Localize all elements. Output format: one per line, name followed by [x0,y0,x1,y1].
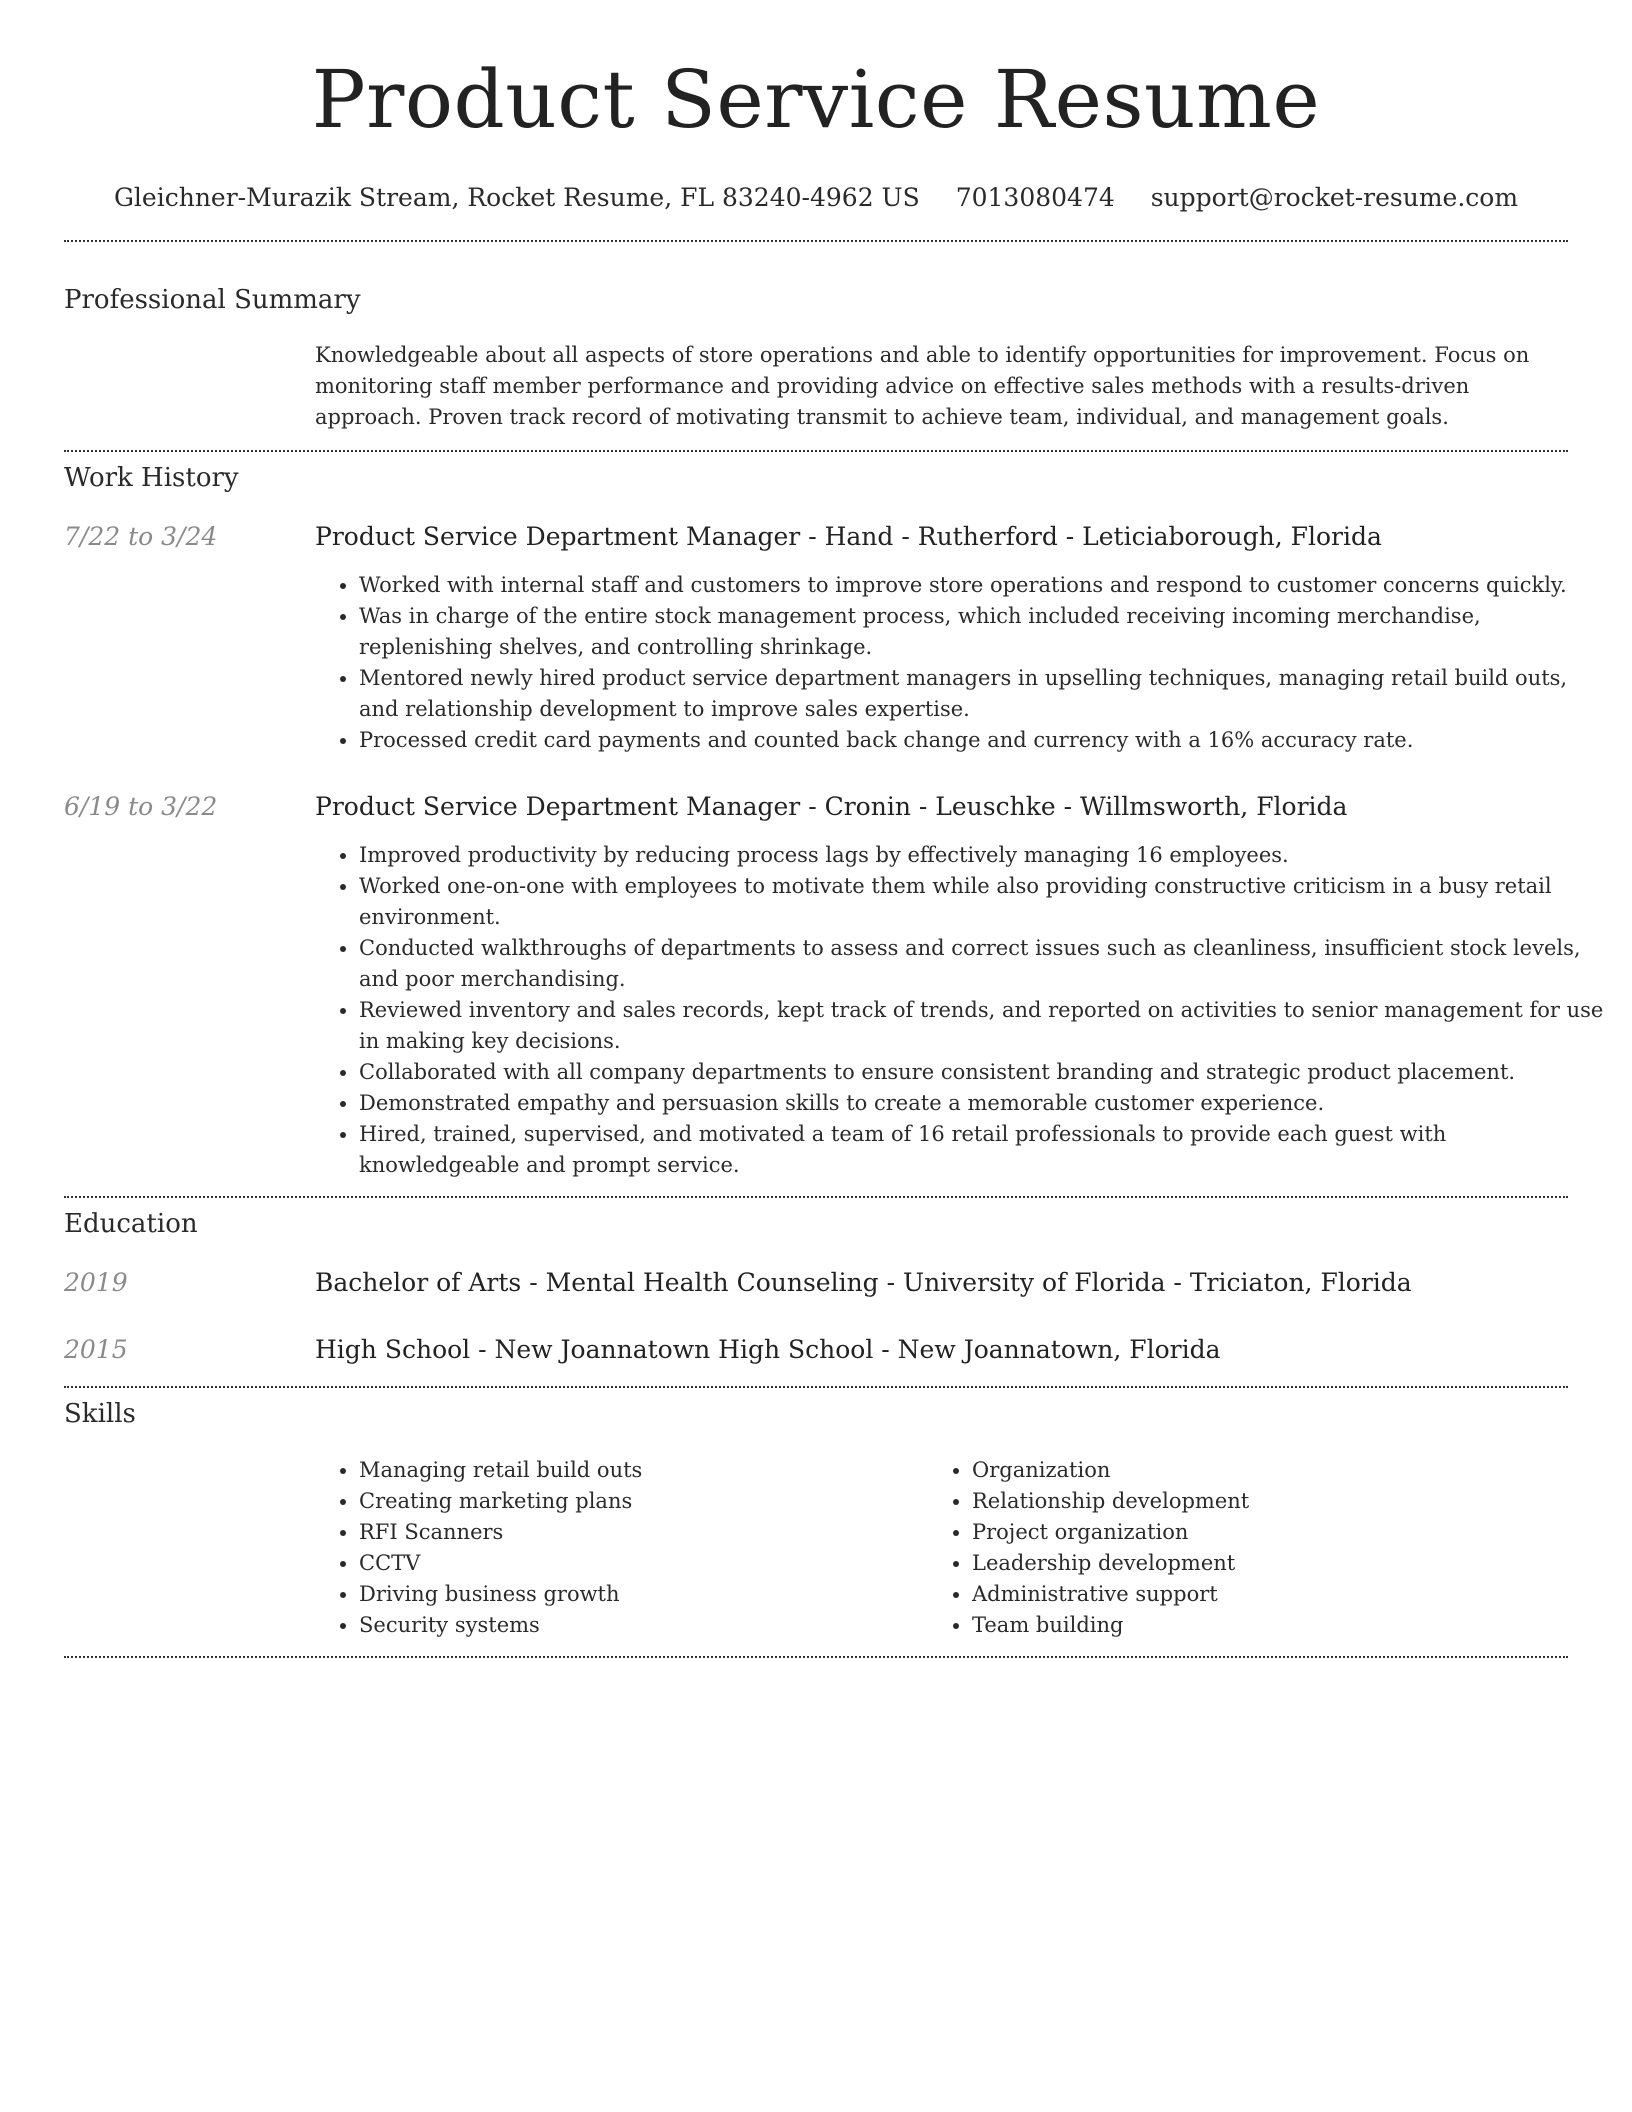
job-title: Product Service Department Manager - Hand - Rutherford - Leticiaborough, Florida [315,522,1382,551]
contact-address: Gleichner-Murazik Stream, Rocket Resume, FL 83240-4962 US [113,183,920,212]
divider [64,1656,1568,1658]
job-title: Product Service Department Manager - Cronin - Leuschke - Willmsworth, Florida [315,792,1348,821]
section-heading-summary: Professional Summary [64,285,361,315]
education-title: High School - New Joannatown High School - New Joannatown, Florida [315,1335,1221,1364]
section-heading-education: Education [64,1209,198,1239]
job-dates: 7/22 to 3/24 [64,522,218,551]
contact-line [0,182,1632,214]
job-bullets [315,840,1609,1181]
education-year: 2019 [64,1268,128,1297]
skill-item: • Managing retail build outs [359,1455,919,1486]
skill-item: • Creating marketing plans [359,1486,919,1517]
resume-header [0,0,1632,214]
education-title: Bachelor of Arts - Mental Health Counseling - University of Florida - Triciaton, Florida [315,1268,1412,1297]
skills-list-left [315,1455,919,1641]
summary-text: Knowledgeable about all aspects of store operations and able to identify opportunities for improvement. Focus on monitoring staff member performance and providing advice on effective sales methods with a results-driven approach. Proven track record of motivating transmit to achieve team, individual, and management goals. [315,343,1530,429]
divider [64,450,1568,452]
skill-item: • Project organization [972,1517,1572,1548]
list-item: • Worked with internal staff and customers to improve store operations and respond to customer concerns quickly. [359,570,1609,601]
resume-title: Product Service Resume [311,53,1321,146]
list-item: • Collaborated with all company departments to ensure consistent branding and strategic product placement. [359,1057,1609,1088]
list-item: • Processed credit card payments and counted back change and currency with a 16% accuracy rate. [359,725,1609,756]
list-item: • Demonstrated empathy and persuasion skills to create a memorable customer experience. [359,1088,1609,1119]
skill-item: • Leadership development [972,1548,1572,1579]
divider [64,1196,1568,1198]
job-dates: 6/19 to 3/22 [64,792,218,821]
skill-item: • Organization [972,1455,1572,1486]
list-item: • Improved productivity by reducing process lags by effectively managing 16 employees. [359,840,1609,871]
job-bullets [315,570,1609,756]
skill-item: • CCTV [359,1548,919,1579]
section-heading-work-history: Work History [64,463,239,493]
list-item: • Was in charge of the entire stock management process, which included receiving incoming merchandise, replenishing shelves, and controlling shrinkage. [359,601,1609,663]
education-year: 2015 [64,1335,128,1364]
skill-item: • Security systems [359,1610,919,1641]
divider [64,1386,1568,1388]
list-item: • Worked one-on-one with employees to motivate them while also providing constructive criticism in a busy retail environment. [359,871,1609,933]
contact-email: support@rocket-resume.com [1150,183,1519,212]
section-heading-skills: Skills [64,1399,136,1429]
skill-item: • Administrative support [972,1579,1572,1610]
skills-list-right [928,1455,1572,1641]
skill-item: • Relationship development [972,1486,1572,1517]
contact-phone: 7013080474 [955,183,1115,212]
list-item: • Conducted walkthroughs of departments to assess and correct issues such as cleanliness, insufficient stock levels, and poor merchandising. [359,933,1609,995]
divider [64,240,1568,242]
skill-item: • Driving business growth [359,1579,919,1610]
skill-item: • Team building [972,1610,1572,1641]
skill-item: • RFI Scanners [359,1517,919,1548]
list-item: • Mentored newly hired product service department managers in upselling techniques, managing retail build outs, and relationship development to improve sales expertise. [359,663,1609,725]
list-item: • Hired, trained, supervised, and motivated a team of 16 retail professionals to provide each guest with knowledgeable and prompt service. [359,1119,1609,1181]
list-item: • Reviewed inventory and sales records, kept track of trends, and reported on activities to senior management for use in making key decisions. [359,995,1609,1057]
